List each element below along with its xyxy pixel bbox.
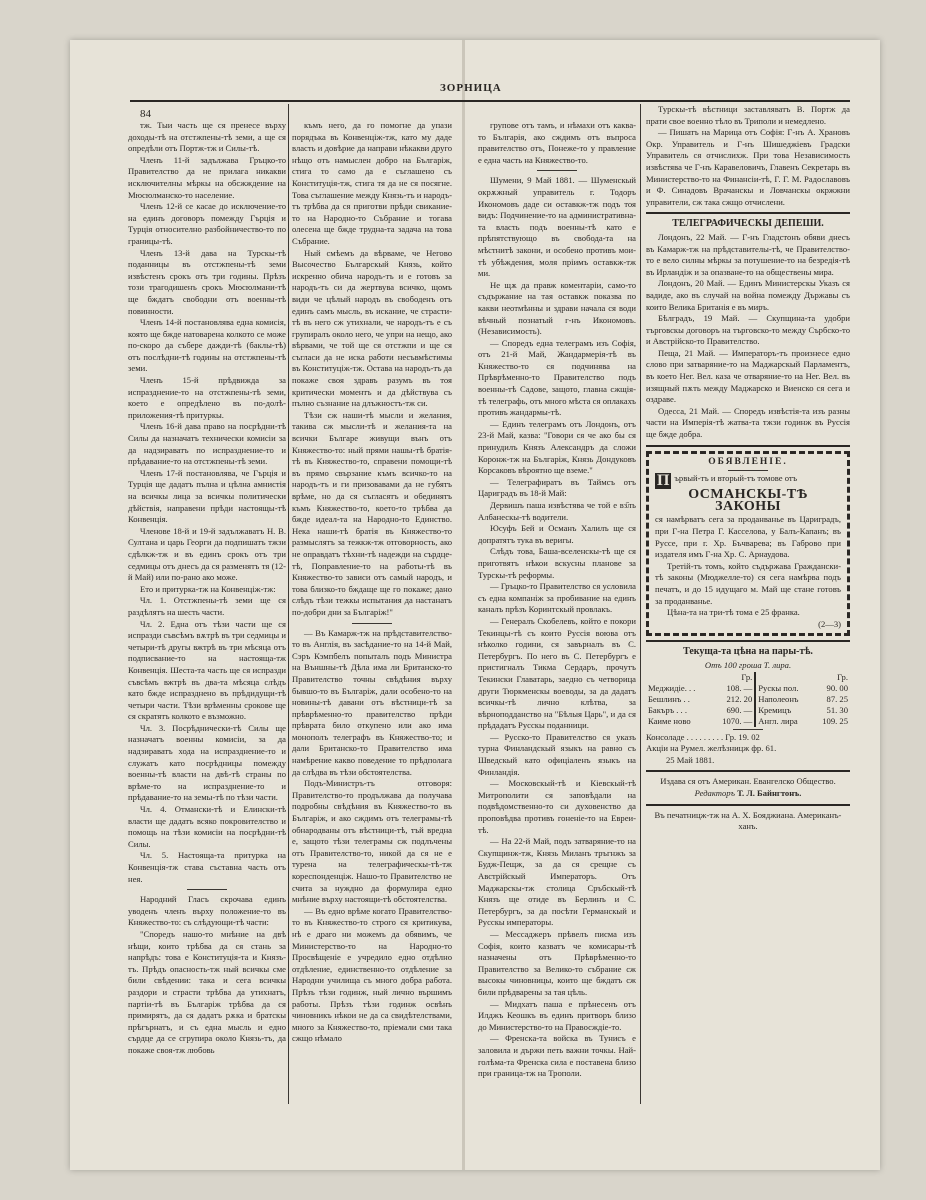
article-paragraph: Одесса, 21 Май. — Споредъ извѣстiя-та изъ разны части на Имперiя-тѣ жатва-та тжзи годинж въ Руссiя ще бжде добра.: [646, 405, 850, 440]
article-paragraph: Слѣдъ това, Баша-вселенскы-тѣ ще ся приготвятъ нѣкои вскусны планове за Турскы-тѣ реформы.: [478, 546, 636, 580]
article-paragraph: Лондонъ, 20 Май. — Единъ Министерскы Указъ ся вадиде, ако въ случай на война помеждy Държавы съ които Велика Британiя е въ миръ.: [646, 278, 850, 312]
article-paragraph: Бѣлградъ, 19 Май. — Скупщина-та удобри търговскы договоръ на търговско-то между Сърбско-то и Австрiйско-то Правителство.: [646, 313, 850, 347]
article-paragraph: Ето и притурка-тж на Конвенцiж-тж:: [140, 583, 276, 594]
article-paragraph: Народний Гласъ скрочава единъ уводенъ членъ върху положение-то въ Княжество-то: съ слѣдующи-тѣ части:: [128, 894, 286, 928]
article-paragraph: Чл. 4. Отмански-тѣ и Елински-тѣ власти ще дадатъ всяко покровителство и помощь на тѣзи комисiи на посрѣдни-тѣ Силы.: [128, 804, 286, 849]
article-paragraph: Чл. 5. Настояща-та притурка на Конвенцiя-тж става съставна часть отъ нея.: [128, 850, 286, 884]
unit-label: Гр.: [837, 671, 848, 682]
column-2: [292, 120, 452, 1045]
printer: Въ печатницж-тж на А. Х. Бояджиана. Американъ-ханъ.: [654, 809, 842, 832]
announcement-third-volume: Третiй-тъ томъ, който съдържава Граждански-тѣ законы (Мюджелле-то) ся сега намѣрва подъ печатъ, и до 15 идущаго м. Май ще стане готовъ за проданванье.: [655, 560, 841, 606]
article-paragraph: — Въ едно врѣме когато Правителство-то въ Княжество-то строго ся критикува, нѣ е драго ни можемъ да обявимъ, че Министерство-то на Народно-то Просвѣщенiе е учредило едно отдѣлно отдѣление, единственно-то отдѣление за Народни училища съ много добра работа. Прѣзъ тѣзи годинж, ный лично вършимъ работы. Прѣзъ тѣзи годинж освѣнъ чиновникъ нѣкои не да са свидѣтелствами, много за Княжество-то, прiемали сми така сжщо нѣмало: [292, 905, 452, 1044]
rumelia-railway-price: Акцiи на Румел. желѣзницж фр. 61.: [646, 743, 777, 754]
currency-name: Англ. лира: [755, 716, 812, 727]
currency-value: 87. 25: [826, 693, 848, 704]
masthead: ЗОРНИЦА: [440, 82, 502, 94]
currency-table: [646, 672, 850, 727]
column-4: [646, 104, 850, 833]
article-paragraph: къмъ него, да го помогне да упази порядъка въ Конвенцiж-тж, като му даде власть и довѣрие да направи нѣкакви друго нѣщо отъ намыслен добро на Българiж, стига то само да е съглашено съ Конституцiя-тж, стига тя да не ся посягне. Това съглашение между Князь-тъ и народъ-тъ трѣбва да ся приготви прѣди свикание-то на Народно-то Събрание и тогава олесена ще бжде трудна-та задача на това Събрание.: [292, 120, 452, 246]
publisher: Издава ся отъ Американ. Евангелско Общество.: [660, 776, 836, 787]
article-paragraph: "Споредъ нашо-то мнѣние на двѣ нѣщи, които трѣбва да ся стань за напрѣдъ: това е Конституцiя-та и Князъ-тъ. Прѣдъ опасность-тж ный всичкы сме били свѣдении: така и сега всичкы раздори и страсти трѣбва да утихнатъ, партiи-тѣ въ Българiж трѣбва да ся примирятъ, да ся дадатъ рѫка и братскы прѣгърнатъ, и съ една мысль и едно сърдце да се сгрупира около Князь-тъ, да покаже своя-тж любовь: [128, 928, 286, 1055]
currency-name: Наполеонъ: [755, 694, 812, 705]
article-paragraph: Членъ 11-й задължава Гръцко-то Правителство да не прилага никакви исключителны мѣркы на обсжждение на Мюсюлманско-то население.: [128, 154, 286, 200]
article-paragraph: Членъ 15-й прѣдвижда за испразднение-то на отстжпены-тѣ земи, което е опредѣлено въ по-долѣ-приложения-тѣ притуркы.: [128, 375, 286, 420]
divider: [733, 729, 763, 730]
currency-name: Бакъръ . . .: [648, 704, 687, 715]
currency-name: Бешлинъ . .: [648, 693, 690, 704]
editor-label: Редакторъ: [694, 787, 736, 798]
article-paragraph: Ный смѣемъ да вѣрваме, че Негово Высочество Българскый Князь, който искренно обича народъ-тъ и е готовъ за народъ-тъ си да жертвува всичко, щомъ види че цѣлый народъ въ свободенъ отъ единъ самъ мысль, въ искание, че страсти-тѣ въ него сж утихнали, че народъ-тъ е съ групиралъ около него, че упри на нещо, ако вѣрвами, че той ще ся отстжпи и ще ся съгласи да не иска работи несъвмѣстимы въ Конституцiж-тж. Остава на народъ-тъ да покаже своя здравъ разумъ въ тоя критически моментъ и да дѣйствува съ пълно съзнание на длъжностъ-тж си.: [292, 247, 452, 409]
editor-name: Т. Л. Байнгтонъ.: [737, 787, 802, 798]
currency-value: 109. 25: [822, 715, 848, 726]
consols-price: Консоладе . . . . . . . . . Гр. 19. 02: [646, 731, 760, 742]
article-paragraph: — Русско-то Правителство ся указъ турна Финландскый языкъ на равно съ Шведскый като офицiаленъ языкъ на Финландiя.: [478, 731, 636, 777]
article-paragraph: Пеща, 21 Май. — Императоръ-тъ произнесе едно слово при затваряние-то на Маджарскый Парламентъ, въ което Нег. Вел. каза че отваряние-то на Нег. Вел. въ изящный пѫть между Маджарско и Виенско ся сега и оздраве.: [646, 347, 850, 405]
article-paragraph: — Френска-та войска въ Тунисъ е заловила и държи петь важни точкы. Най-голѣма-та Френска сила е поставена близо при граница-тж на Трополи.: [478, 1033, 636, 1079]
announcement-body: ся намѣрватъ сега за проданванье въ Цариградъ, при Г-на Петра Г. Касселова, у Балъ-Капанъ; въ Руссе, при г. Хр. Бъчварева; въ Габрово при издателя имъ Г-на Хр. С. Арнаудова.: [655, 514, 841, 560]
article-paragraph: Членъ 17-й постановлява, че Гърцiя и Турцiя ще дадатъ пълна и цѣлна амнистiя на всичкы лица за всичкы политически дѣйствiя, направени прѣди настоящы-тѣ Конвенцiя.: [128, 467, 286, 525]
column-3: [478, 120, 636, 1080]
currency-value: 212. 20: [726, 693, 753, 704]
article-paragraph: — Мидхатъ паша е прѣнесенъ отъ Илджъ Кеошкъ въ единъ притворъ близо до Министерство-то на Правосждiе-то.: [478, 998, 636, 1032]
column-4-news: [646, 104, 850, 208]
article-paragraph: — Пишатъ на Марица отъ Софiя: Г-нъ А. Храновъ Окр. Управитель и Г-нъ Шишеджiевъ Градски Управитель ся отчислихж. При това Независимость извѣстява че Г-нъ Каравеловичъ, Главенъ Секретарь въ Министерство-то на Финансiи-тѣ, Г. Г. М. Радославовъ и Ф. Синадовъ Врачанскы и Ловчанскы окржжни управители, сж така сжщо отчислени.: [646, 127, 850, 207]
article-paragraph: Членъ 14-й постановлява една комисiя, която ще бжде натоварена колкото се може по-скоро да събере дажди-тѣ (баклы-тѣ) отъ послѣдни-тѣ годины на отстжпены-тѣ земи.: [128, 317, 286, 374]
currency-value: 1070. —: [722, 715, 753, 726]
divider: [646, 212, 850, 214]
column-divider: [640, 104, 641, 1104]
article-paragraph: — Гръцко-то Правителство ся условила съ една компанiж за пробивание на единъ каналъ прѣзъ Коринтскый провлакъ.: [478, 581, 636, 615]
currency-row: [646, 694, 850, 705]
article-paragraph: — Въ Камарж-тж на прѣдставителство-то въ Англiя, въ засѣдание-то на 14-й Май, Сэръ Кэмпбелъ попыталъ подъ Министра на Външны-тѣ Дѣла има ли Британско-то Правителство точны свѣдѣния върху бывшо-то въ Българiж, дали особено-то на новины-тѣ давани отъ вѣстници-тѣ за прѣврѣменно-то правителство прѣди прѣврата било откупено или ако има монополъ телеграфъ въ Княжество-то; и дали Британско-то Правителство има намѣрение какво поведение то прѣдполага да слѣдва въ тѣзи обстоятелства.: [292, 627, 452, 777]
currency-name: Кремицъ: [755, 705, 812, 716]
prices-date: 25 Май 1881.: [666, 754, 715, 765]
article-paragraph: Дервишъ паша извѣстява че той е вз҃лъ Албанескы-тѣ водители.: [478, 500, 636, 522]
currency-value: 108. —: [726, 682, 753, 693]
currency-row: [646, 683, 850, 694]
announcement-issue: (2—3): [818, 618, 841, 629]
announcement-intro: ървый-тъ и вторый-тъ томове отъ: [674, 473, 798, 484]
article-paragraph: Членове 18-й и 19-й задължаватъ Н. В. Султана и царь Георги да подпишатъ тжзи сдѣлкж-тж и въ единъ срокъ отъ три седмицы отъ днесъ да ся разменятъ тя (12-й Май) или по-рано ако може.: [128, 525, 286, 583]
currency-value: 690. —: [726, 704, 753, 715]
article-paragraph: Чл. 3. Посрѣднически-тѣ Силы ще назначатъ военны комисiи, за да надзираватъ хода на испразднение-то и служатъ като посрѣдницы помеждy военны-тѣ власти на двѣ-тѣ страны по врѣме-то на испразднение-то и прѣдавание-то на земы-тѣ по тѣзи части.: [128, 722, 286, 803]
column-1: [128, 120, 286, 1057]
unit-label: Гр.: [741, 671, 753, 682]
article-paragraph: Тѣзи сж наши-тѣ мысли и желания, такива сж мысли-тѣ и желания-та на всички Българе живущи вънъ отъ Княжество-то: ный прями нашы-тѣ братiя-тѣ въ Княжество-то, справени помощи-тѣ въ прямо свързание къмъ всичко-то на народъ-тъ и ги призовавами да не губятъ врѣме, но да ся съгласятъ и обединятъ къмъ Княжество-то, което-то трѣбва да бжде идеал-та на Народно-то Единство. Нека наши-тѣ братiя въ Княжество-то размыслятъ за тежкж-тж отговорность, ако не оправдатъ тѣхни-тѣ надежди на сърдце-тѣ, Поправление-то на работы-тѣ въ Княжество-то зависи отъ самый народъ, и това близко-то бждаще ще го покаже; дано слѣдъ тѣзи тежкы испытания да настанатъ по-добри дни за Българiж!": [292, 409, 452, 617]
article-paragraph: Подъ-Министръ-тъ отговоря: Правителство-то продължава да получава подробны свѣдѣния въ Княжество-то въ Българiж, и ако сждимъ отъ телеграмы-тѣ обнародваны отъ вѣстници-тѣ, тъй вредна е, защото тѣзи телеграмы сж подлъчены отъ Правителство-то, никой да ся не е турена на телеграфическы-тѣ-тж кореспонденцiж. Нашо-то Правителство не счита за нуждно да формулира едно мнѣние върху настоящи-тѣ обстоятелства.: [292, 778, 452, 905]
drop-capital: П: [657, 472, 670, 490]
prices-title: Текуща-та цѣна на пары-тѣ.: [683, 646, 813, 658]
article-paragraph: — Мессаджеръ прѣвелъ писма изъ Софiя, които казватъ че комисары-тѣ назначены отъ Прѣврѣменно-то Правителство за Велико-то събрание сж высокы чиновницы, които ще бждатъ сж били прѣдварены за тая цѣль.: [478, 928, 636, 997]
divider: [352, 623, 392, 624]
divider: [537, 170, 577, 171]
currency-name: Меджидiе. . .: [648, 682, 696, 693]
article-paragraph: Шумени, 9 Май 1881. — Шуменскый окрѫжный управитель г. Тодоръ Икономовъ даде си оставкж-тж подъ тоя видъ: Подчинение-то на административна-та власть подъ военны-тѣ като е прѣпятствующо въ свобода-та на мѣстнитѣ закони, и особено противъ мои-тѣ убѣждения, моля пріимъ оставкж-тж ми.: [478, 175, 636, 279]
article-paragraph: Лондонъ, 22 Май. — Г-нъ Гладстонъ обяви днесъ въ Камарж-тж на прѣдставителы-тѣ, че Правителство-то е вело силны мѣркы за потушение-то на безредiя-тѣ въ Ирландiж и за опазване-то на обществены мира.: [646, 231, 850, 277]
divider: [187, 889, 227, 890]
currency-row: [646, 705, 850, 716]
currency-value: 90. 00: [826, 682, 848, 693]
article-paragraph: тж. Тыи часть ще ся пренесе върху доходы-тѣ на отстжпены-тѣ земи, а ще ся опредѣли отъ Портж-тж и Силы-тѣ.: [128, 120, 286, 154]
article-paragraph: Турскы-тѣ вѣстници заставляватъ В. Портж да прати свое военно тѣло въ Триполи и немедлено.: [646, 104, 850, 126]
article-paragraph: групове отъ тамъ, и нѣмахи отъ каква-то Българiя, ако сждимъ отъ въпроса правителство отъ, Понеже-то у правление е една часть на Княжество-то.: [478, 120, 636, 165]
currency-name: Рускы пол.: [755, 683, 812, 694]
article-paragraph: — Споредъ една телеграмъ изъ Софiя, отъ 21-й Май, Жандармерiя-тѣ въ Княжество-то ся подчинява на Прѣврѣменно-то Правителство подъ военны-тѣ Садове, защото, главна сжщiя-тѣ телеграфь, отъ много мѣста ся оплакахъ противъ жандармы-тѣ.: [478, 337, 636, 418]
article-paragraph: Чл. 2. Една отъ тѣзи части ще ся испразди съвсѣмъ вѫтрѣ въ три седмицы и четыри-тѣ другы вжтрѣ въ три мѣсяца отъ подписвание-то на настояща-тж Конвенцiя. Шеста-та часть ще ся испразди съвсѣмъ вжтрѣ въ два-та мѣсяца слѣдъ като бжде испразднено въ прѣдидущи-тѣ четыри части. Тѣзи врѣменны срокове ще ся скратятъ колкото е възможно.: [128, 618, 286, 722]
article-paragraph: Членъ 12-й се касае до исключение-то на единъ договоръ помеждy Гърцiя и Турцiя относително разбойничество-то по границы-тѣ.: [128, 201, 286, 246]
divider: [646, 640, 850, 642]
divider: [646, 804, 850, 806]
article-paragraph: — На 22-й Май, подъ затваряние-то на Скупщинж-тж, Князь Миланъ тръгнжъ за Будж-Пещж, за да ся срещне съ Австрiйскый Императоръ. Отъ Маджарскы-тж столица Сръбскый-тѣ Князъ ще отиде въ Берлинъ и С. Петербургъ, за да посѣти Германскый и Русскы императоры.: [478, 836, 636, 928]
article-paragraph: — Генералъ Скобелевъ, който е покори Текинцы-тѣ съ които Руссiя воюва отъ нѣколко години, ся завърналъ въ С. Петербургъ. По него въ С. Петербургъ е пристигналъ Тикма Сердаръ, прочутъ Текински Главатарь, заедно съ четворица други Тюркменскы воеводы, за да дадатъ всичкы-тѣ лично клѣтва, за вѣрноподданство на "Бѣлыя Царь", и да ся прѣдадатъ Русскы поданници.: [478, 615, 636, 731]
column-divider: [288, 104, 289, 1104]
telegrams-list: [646, 232, 850, 441]
page-number: 84: [140, 108, 151, 120]
page-fold: [462, 40, 465, 1170]
currency-value: 51. 30: [826, 704, 848, 715]
currency-name: Каиме ново: [648, 715, 691, 726]
article-paragraph: Не щѫ да правж коментарiи, само-то съдържание на тая оставкж показва по какви неотмѣнны и здрави начала ся води вѣчный познатый г-нъ Икономовъ. (Независимость).: [478, 279, 636, 337]
divider: [646, 770, 850, 772]
article-paragraph: — Телеграфиратъ въ Таймсъ отъ Цариградъ въ 18-й Май:: [478, 476, 636, 499]
article-paragraph: — Единъ телеграмъ отъ Лондонъ, отъ 23-й Май, казва: "Говори ся че ако бы ся принудилъ Князъ Александръ да сложи Коронж-тж на Българiж, Князь Дондуковъ Корсаковъ вѣроятно ще вземе.": [478, 418, 636, 476]
announcement-box: [646, 451, 850, 637]
article-paragraph: Юсуфъ Бей и Османъ Халилъ ще ся допратятъ тука въ веригы.: [478, 523, 636, 545]
announcement-book-title: ОСМАНСКЫ-ТѢ ЗАКОНЫ: [688, 487, 808, 514]
prices-subtitle: Отъ 100 гроша Т. лира.: [704, 659, 792, 670]
article-paragraph: Чл. 1. Отстжпены-тѣ земи ще ся раздѣлятъ на шесть части.: [128, 595, 286, 617]
article-paragraph: — Московскый-тѣ и Кiевскый-тѣ Митрополити ся заповѣдали на подвѣдомственно-то си духовенство да проповѣдва противъ гоненiе-то на Евреи-тѣ.: [478, 778, 636, 835]
currency-row: [646, 716, 850, 727]
article-paragraph: Членъ 13-й дава на Турскы-тѣ поданницы въ отстжпены-тѣ земи извѣстенъ срокъ отъ три годины. Прѣзъ този трагодишенъ срокъ Мюсюлмани-тѣ ще бждатъ свободни отъ военны-тѣ повинности.: [128, 247, 286, 316]
divider: [728, 470, 768, 471]
divider: [646, 445, 850, 447]
announcement-price: Цѣна-та на три-тѣ тома е 25 франка.: [667, 607, 800, 618]
article-paragraph: Членъ 16-й дава право на посрѣдни-тѣ Силы да назначатъ технически комисiи за да надзираватъ по испразднение-то и прѣдавание-то на отстжпены-тѣ земи.: [128, 421, 286, 467]
announcement-title: ОБЯВЛЕНIЕ.: [708, 456, 788, 467]
telegrams-heading: ТЕЛЕГРАФИЧЕСКЫ ДЕПЕШИ.: [672, 218, 824, 230]
header-rule: [130, 100, 850, 102]
